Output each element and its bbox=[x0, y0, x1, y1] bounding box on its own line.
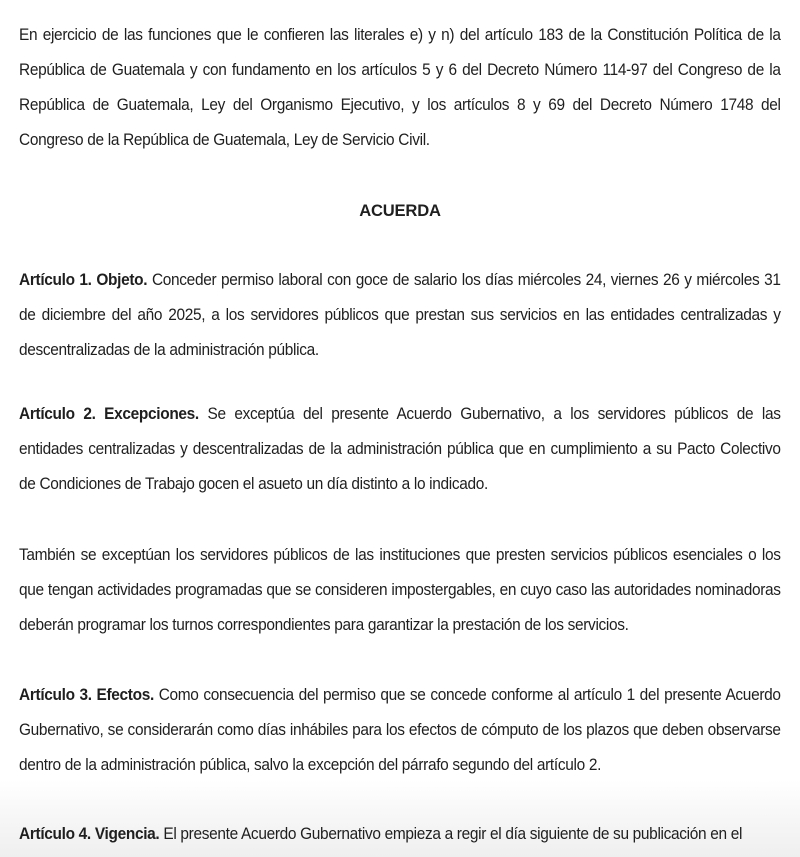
article-1-text: Conceder permiso laboral con goce de salario los días miércoles 24, viernes 26 y miércoles 31 de diciembre del año 2025, a los servidores públicos que prestan sus servicios en las entidades centralizadas y descentralizadas de la administración pública. bbox=[19, 270, 781, 359]
article-3-title: Artículo 3. Efectos. bbox=[19, 685, 154, 704]
article-4-title: Artículo 4. Vigencia. bbox=[19, 824, 160, 843]
article-2-second-paragraph-text: También se exceptúan los servidores públicos de las instituciones que presten servicios públicos esenciales o los que tengan actividades programadas que se consideren impostergables, en cuyo caso las autoridades nominadoras deberán programar los turnos correspondientes para garantizar la prestación de los servicios. bbox=[19, 545, 781, 634]
intro-paragraph bbox=[19, 17, 781, 157]
article-1 bbox=[19, 262, 781, 367]
article-2-title: Artículo 2. Excepciones. bbox=[19, 404, 199, 423]
article-4 bbox=[19, 816, 781, 851]
article-1-title: Artículo 1. Objeto. bbox=[19, 270, 148, 289]
acuerda-heading: ACUERDA bbox=[359, 201, 441, 220]
article-3-text: Como consecuencia del permiso que se concede conforme al artículo 1 del presente Acuerdo Gubernativo, se considerarán como días inhábiles para los efectos de cómputo de los plazos que deben observarse dentro de la administración pública, salvo la excepción del párrafo segundo del artículo 2. bbox=[19, 685, 781, 774]
article-2-text: Se exceptúa del presente Acuerdo Gubernativo, a los servidores públicos de las entidades centralizadas y descentralizadas de la administración pública que en cumplimiento a su Pacto Colectivo de Condiciones de Trabajo gocen el asueto un día distinto a lo indicado. bbox=[19, 404, 781, 493]
article-4-text: El presente Acuerdo Gubernativo empieza a regir el día siguiente de su publicación en el bbox=[159, 824, 743, 843]
article-2 bbox=[19, 396, 781, 501]
article-3 bbox=[19, 677, 781, 782]
intro-text: En ejercicio de las funciones que le confieren las literales e) y n) del artículo 183 de la Constitución Política de la República de Guatemala y con fundamento en los artículos 5 y 6 del Decreto Número 114-97 del Congreso de la República de Guatemala, Ley del Organismo Ejecutivo, y los artículos 8 y 69 del Decreto Número 1748 del Congreso de la República de Guatemala, Ley de Servicio Civil. bbox=[19, 25, 781, 149]
article-2-second-paragraph bbox=[19, 537, 781, 642]
